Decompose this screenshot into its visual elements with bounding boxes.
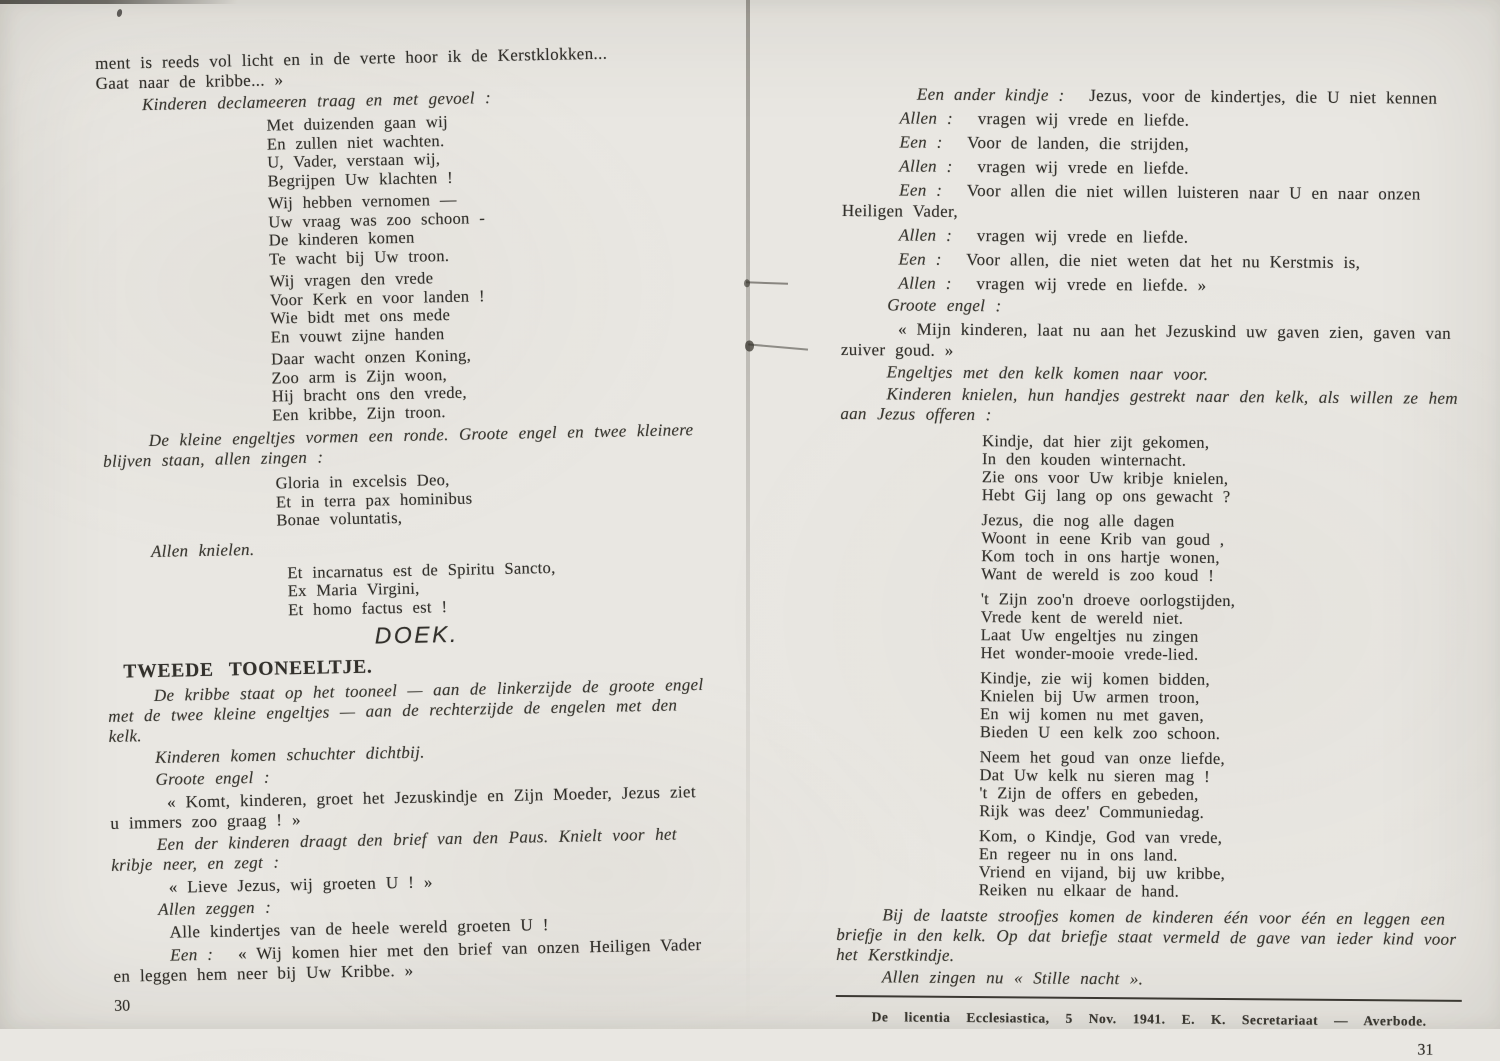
- verse-line: Et homo factus est !: [287, 596, 448, 619]
- stage-direction: Kinderen knielen, hun handjes gestrekt naar den kelk, als willen ze hem aan Jezus offeren :: [840, 384, 1458, 425]
- stanza: [979, 827, 1464, 903]
- verse-line: Kindje, zie wij komen bidden,: [980, 668, 1210, 689]
- verse-line: En regeer nu in ons land.: [978, 844, 1178, 865]
- poem: [96, 108, 704, 428]
- verse-line: Neem het goud van onze liefde,: [979, 747, 1226, 769]
- verse-line: Wij hebben vernomen —: [267, 189, 457, 213]
- verse-line: Knielen bij Uw armen troon,: [980, 686, 1200, 707]
- verse-line: Jezus, die nog alle dagen: [981, 510, 1175, 531]
- dialog-text: Jezus, voor de kindertjes, die U niet kennen: [1089, 85, 1438, 108]
- verse-line: Laat Uw engeltjes nu zingen: [980, 625, 1199, 646]
- verse-line: Reiken nu elkaar de hand.: [978, 880, 1180, 901]
- verse-line: Zoo arm is Zijn woon,: [271, 364, 448, 388]
- verse-line: Bieden U een kelk zoo schoon.: [979, 722, 1221, 743]
- dialog-line: [842, 179, 1468, 226]
- paper-tear-mark: [748, 343, 808, 352]
- verse-line: 't Zijn de offers en gebeden,: [979, 783, 1199, 804]
- dialog-line: [842, 248, 1468, 274]
- speaker-label: Een :: [169, 944, 214, 965]
- verse-line: U, Vader, verstaan wij,: [267, 149, 441, 172]
- spoken-line: « Komt, kinderen, groet het Jezuskindje en Zijn Moeder, Jezus ziet u immers zoo graag ! »: [110, 782, 697, 833]
- verse-line: 't Zijn zoo'n droeve oorlogstijden,: [980, 589, 1236, 611]
- verse-line: Want de wereld is zoo koud !: [981, 564, 1215, 585]
- stanza: [268, 186, 701, 269]
- stanza: [269, 264, 702, 347]
- stage-direction: Engeltjes met den kelk komen naar voor.: [886, 362, 1209, 384]
- latin-chant: [275, 466, 706, 530]
- stage-direction: Bij de laatste stroofjes komen de kinderen één voor één en leggen een briefje in den kelk. Op dat briefje staat vermeld de gave van ieder kind voor het Kerstkindje.: [836, 905, 1457, 965]
- stanza: [980, 590, 1465, 666]
- stage-direction: Allen knielen.: [150, 539, 255, 561]
- verse-line: Gloria in excelsis Deo,: [275, 469, 450, 493]
- spoken-line: « Lieve Jezus, wij groeten U ! »: [168, 872, 433, 897]
- stage-direction: Kinderen declameeren traag en met gevoel :: [141, 88, 492, 115]
- stanza: [266, 108, 699, 191]
- paper-tear-mark: [746, 281, 788, 285]
- stage-direction: Groote engel :: [155, 767, 271, 789]
- verse-line: Vrede kent de wereld niet.: [980, 607, 1184, 628]
- speaker-label: Allen :: [898, 225, 953, 245]
- dialog-line: [842, 155, 1468, 181]
- dialog-line: [843, 83, 1469, 109]
- stage-direction: Groote engel :: [887, 295, 1002, 316]
- stage-direction: Allen zeggen :: [157, 897, 272, 919]
- dialog-line: [113, 935, 716, 987]
- scan-artifact-top-edge: [0, 0, 238, 4]
- dialog-text: « Wij komen hier met den brief van onzen Heiligen Vader en leggen hem neer bij Uw Kribbe. »: [113, 935, 702, 986]
- speaker-label: Allen :: [898, 273, 952, 293]
- verse-line: Kom, o Kindje, God van vrede,: [978, 826, 1223, 848]
- verse-line: Wie bidt met ons mede: [270, 304, 451, 328]
- scene-heading: TWEEDE TOONEELTJE.: [123, 656, 373, 683]
- speaker-label: Een :: [898, 249, 942, 269]
- continuation-line: Gaat naar de kribbe... »: [95, 70, 284, 93]
- speaker-label: Een :: [899, 132, 943, 152]
- continuation-line: ment is reeds vol licht en in de verte hoor ik de Kerstklokken...: [95, 43, 608, 73]
- page-number: 30: [113, 997, 131, 1015]
- dialog-line: [842, 224, 1468, 250]
- stanza: [981, 511, 1466, 587]
- verse-line: De kinderen komen: [268, 227, 415, 250]
- verse-line: Te wacht bij Uw troon.: [268, 245, 450, 269]
- verse-line: Het wonder-mooie vrede-lied.: [980, 643, 1199, 664]
- dialog-text: Voor de landen, die strijden,: [967, 132, 1190, 154]
- speaker-label: Een ander kindje :: [916, 84, 1065, 105]
- stage-direction: Allen zingen nu « Stille nacht ».: [881, 967, 1144, 989]
- spoken-line: Alle kindertjes van de heele wereld groeten U !: [169, 915, 549, 942]
- dialog-text: vragen wij vrede en liefde.: [976, 226, 1189, 247]
- verse-line: Met duizenden gaan wij: [266, 111, 449, 135]
- dialog-text: Voor allen die niet willen luisteren naar U en naar onzen Heiligen Vader,: [841, 180, 1421, 221]
- page-number: 31: [1417, 1041, 1434, 1059]
- verse-line: En wij komen nu met gaven,: [979, 704, 1205, 725]
- dialog-text: Voor allen, die niet weten dat het nu Kerstmis is,: [966, 249, 1361, 273]
- verse-line: Uw vraag was zoo schoon -: [268, 207, 486, 232]
- spoken-line: « Mijn kinderen, laat nu aan het Jezuskind uw gaven zien, gaven van zuiver goud. »: [840, 319, 1452, 360]
- speaker-label: Een :: [899, 180, 943, 200]
- verse-line: Bonae voluntatis,: [276, 507, 403, 530]
- verse-line: Rijk was deez' Communiedag.: [979, 801, 1205, 822]
- verse-line: In den kouden winternacht.: [981, 449, 1187, 470]
- verse-line: Wij vragen den vrede: [269, 268, 434, 291]
- dialog-text: vragen wij vrede en liefde.: [977, 157, 1190, 178]
- stage-direction: De kleine engeltjes vormen een ronde. Groote engel en twee kleinere blijven staan, allen zingen :: [102, 420, 694, 471]
- dialog-text: vragen wij vrede en liefde.: [977, 109, 1190, 130]
- left-page: [95, 42, 716, 1017]
- dialog-line: [842, 131, 1468, 157]
- stage-direction: De kribbe staat op het tooneel — aan de linkerzijde de groote engel met de twee kleine engeltjes — aan de rechterzijde de engelen met den kelk.: [108, 674, 704, 746]
- dialog-text: vragen wij vrede en liefde. »: [976, 274, 1207, 295]
- verse-line: Dat Uw kelk nu sieren mag !: [979, 765, 1211, 786]
- verse-line: Kindje, dat hier zijt gekomen,: [982, 431, 1210, 452]
- verse-line: Hebt Gij lang op ons gewacht ?: [981, 485, 1231, 507]
- latin-chant: [287, 555, 708, 619]
- verse-line: Begrijpen Uw klachten !: [267, 167, 454, 191]
- verse-line: Et incarnatus est de Spiritu Sancto,: [287, 557, 556, 582]
- verse-line: Vriend en vijand, bij uw kribbe,: [978, 862, 1226, 884]
- page-fold-line: [746, 0, 750, 1029]
- stage-direction: Kinderen komen schuchter dichtbij.: [154, 742, 425, 767]
- stanza: [980, 669, 1465, 745]
- curtain-marker: DOEK.: [374, 620, 460, 649]
- verse-line: Kom toch in ons hartje wonen,: [981, 546, 1220, 567]
- stage-direction: Een der kinderen draagt den brief van den Paus. Knielt voor het kribje neer, en zegt :: [111, 824, 677, 875]
- verse-line: Hij bracht ons den vrede,: [271, 382, 468, 406]
- verse-line: En zullen niet wachten.: [266, 130, 445, 154]
- speaker-label: Allen :: [899, 156, 953, 176]
- verse-line: Daar wacht onzen Koning,: [270, 345, 472, 369]
- verse-line: Zie ons voor Uw kribje knielen,: [981, 467, 1229, 489]
- verse-line: Woont in eene Krib van goud ,: [981, 528, 1225, 550]
- verse-line: En vouwt zijne handen: [270, 323, 445, 347]
- verse-line: Ex Maria Virgini,: [287, 578, 420, 601]
- imprimatur-footer: De licentia Ecclesiastica, 5 Nov. 1941. E. K. Secretariaat — Averbode.: [836, 995, 1462, 1032]
- ink-dot-artifact: [116, 9, 123, 18]
- right-page: [835, 80, 1469, 1061]
- speaker-label: Allen :: [899, 108, 954, 128]
- dialog-line: [841, 272, 1467, 298]
- dialog-line: [843, 107, 1469, 133]
- verse-line: Et in terra pax hominibus: [275, 488, 473, 511]
- verse-line: Voor Kerk en voor landen !: [269, 285, 486, 310]
- poem: [837, 431, 1467, 903]
- verse-line: Een kribbe, Zijn troon.: [272, 401, 446, 425]
- stanza: [982, 432, 1467, 508]
- stanza: [271, 342, 704, 425]
- stanza: [979, 748, 1464, 824]
